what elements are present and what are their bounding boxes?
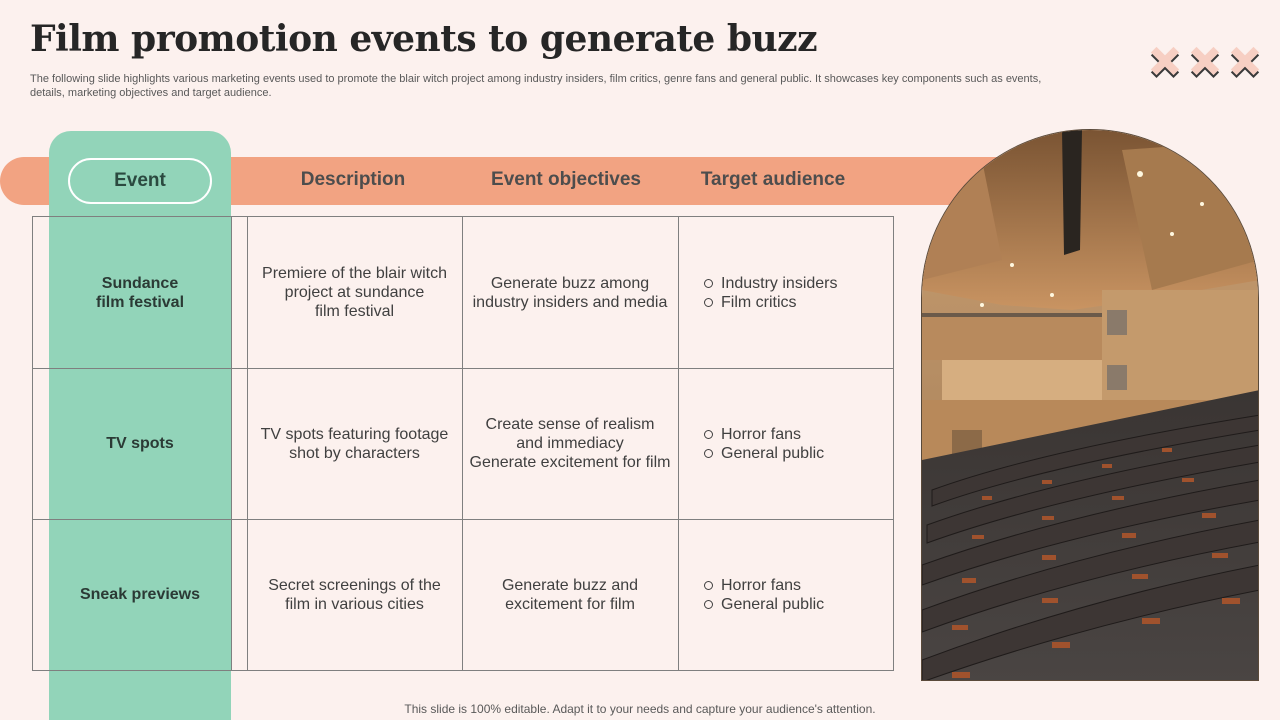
objectives-cell: Generate buzz and excitement for film [501,576,639,613]
list-item: Industry insiders [704,274,838,293]
bullet-icon [704,581,713,590]
objectives-cell: Create sense of realism and immediacy Generate excitement for film [469,416,671,471]
list-item: Film critics [704,293,797,312]
header-event: Event [68,158,212,204]
audience-cell [678,217,893,368]
objectives-cell: Generate buzz among industry insiders and media [472,274,668,311]
list-item: Horror fans [704,576,801,595]
bullet-icon [704,298,713,307]
cross-marks-icon [1148,44,1262,78]
footer-note: This slide is 100% editable. Adapt it to your needs and capture your audience's attention. [404,702,876,716]
header-description: Description [300,169,406,190]
audience-cell [678,368,893,519]
slide-title: Film promotion events to generate buzz [30,18,818,60]
audience-list [684,274,887,312]
list-item: Horror fans [704,425,801,444]
auditorium-photo [921,129,1259,681]
header-objectives: Event objectives [491,169,641,190]
audience-list [684,576,887,614]
slide-subtitle: The following slide highlights various marketing events used to promote the blair witch project among industry insiders, film critics, genre fans and general public. It showcases key components such as events, details, marketing objectives and target audience. [30,73,1042,99]
event-cell: Sneak previews [79,586,201,603]
list-item: General public [704,595,824,614]
description-cell: TV spots featuring footage shot by characters [260,425,449,462]
header-audience: Target audience [700,169,846,190]
audience-list [684,425,887,463]
table-divider [231,217,232,670]
event-cell: Sundance film festival [95,274,185,311]
audience-cell [678,519,893,670]
event-cell: TV spots [106,435,174,452]
cross-mark-icon [1148,44,1182,78]
list-item: General public [704,444,824,463]
description-cell: Premiere of the blair witch project at sundance film festival [262,265,447,320]
bullet-icon [704,600,713,609]
cross-mark-icon [1228,44,1262,78]
bullet-icon [704,279,713,288]
description-cell: Secret screenings of the film in various cities [268,576,441,613]
bullet-icon [704,449,713,458]
cross-mark-icon [1188,44,1222,78]
bullet-icon [704,430,713,439]
